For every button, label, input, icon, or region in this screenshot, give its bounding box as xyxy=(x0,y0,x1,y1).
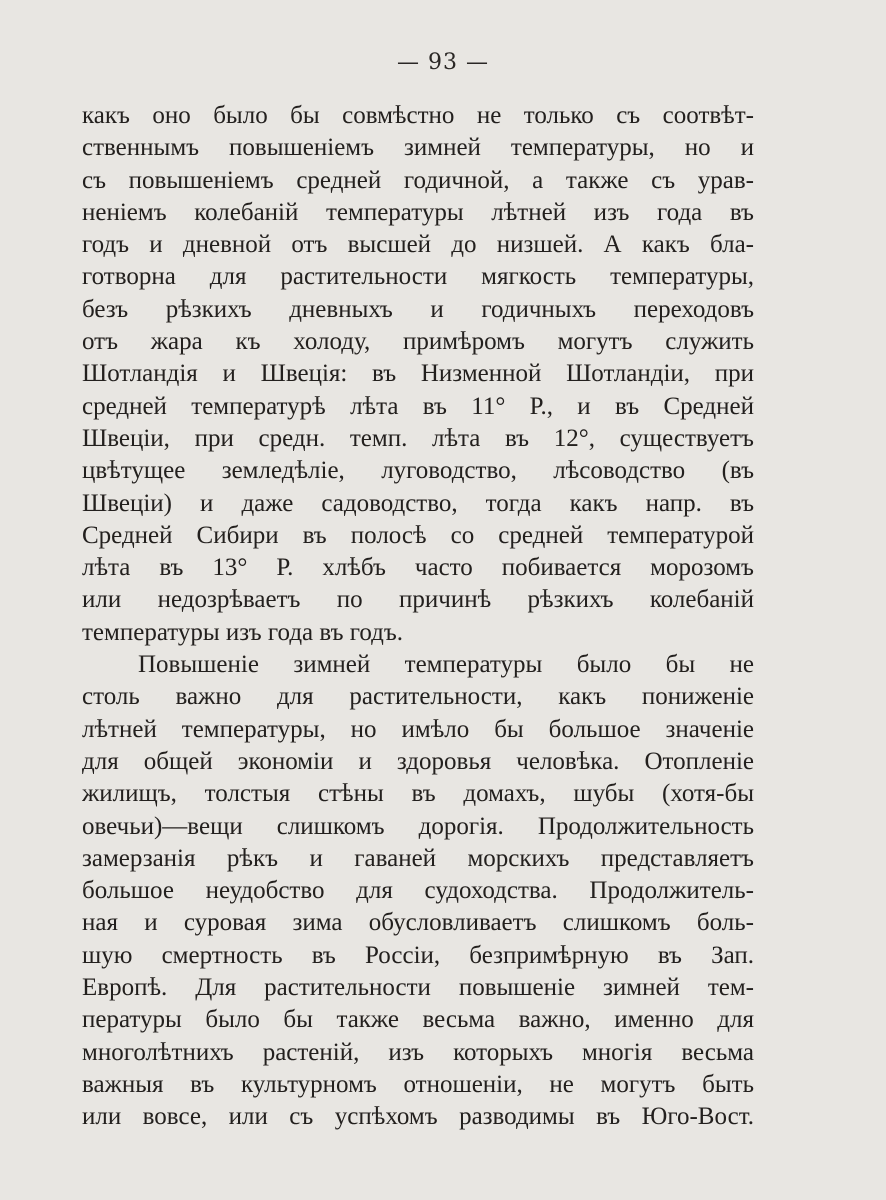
text-line: большое неудобство для судоходства. Продолжитель- xyxy=(82,877,754,905)
text-line: пературы было бы также весьма важно, именно для xyxy=(82,1006,754,1034)
text-line: или вовсе, или съ успѣхомъ разводимы въ Юго-Вост. xyxy=(82,1103,754,1131)
text-line: Швеціи, при средн. темп. лѣта въ 12°, существуетъ xyxy=(82,424,754,452)
text-line: Швеціи) и даже садоводство, тогда какъ напр. въ xyxy=(82,489,754,517)
text-line: многолѣтнихъ растеній, изъ которыхъ многія весьма xyxy=(82,1038,754,1066)
text-line: овечьи)—вещи слишкомъ дорогія. Продолжительность xyxy=(82,812,754,840)
text-line: лѣта въ 13° Р. хлѣбъ часто побивается морозомъ xyxy=(82,554,754,582)
text-line: для общей экономіи и здоровья человѣка. Отопленіе xyxy=(82,747,754,775)
text-line: готворна для растительности мягкость температуры, xyxy=(82,263,754,291)
text-line: важныя въ культурномъ отношеніи, не могутъ быть xyxy=(82,1070,754,1098)
text-line: жилищъ, толстыя стѣны въ домахъ, шубы (хотя-бы xyxy=(82,780,754,808)
text-line: Европѣ. Для растительности повышеніе зимней тем- xyxy=(82,974,754,1002)
paragraph-start-line: Повышеніе зимней температуры было бы не xyxy=(138,651,754,679)
text-line: отъ жара къ холоду, примѣромъ могутъ служить xyxy=(82,328,754,356)
text-line: цвѣтущее земледѣліе, луговодство, лѣсоводство (въ xyxy=(82,457,754,485)
text-line: безъ рѣзкихъ дневныхъ и годичныхъ переходовъ xyxy=(82,295,754,323)
text-line: лѣтней температуры, но имѣло бы большое значеніе xyxy=(82,715,754,743)
page-number: — 93 — xyxy=(397,50,489,75)
text-line: Шотландія и Швеція: въ Низменной Шотландіи, при xyxy=(82,360,754,388)
text-line: неніемъ колебаній температуры лѣтней изъ года въ xyxy=(82,198,754,226)
text-line: столь важно для растительности, какъ пониженіе xyxy=(82,683,754,711)
text-line: шую смертность въ Россіи, безпримѣрную въ Зап. xyxy=(82,941,754,969)
text-line: ная и суровая зима обусловливаетъ слишкомъ боль- xyxy=(82,909,754,937)
text-line: ственнымъ повышеніемъ зимней температуры, но и xyxy=(82,134,754,162)
text-line: замерзанія рѣкъ и гаваней морскихъ представляетъ xyxy=(82,844,754,872)
text-line: годъ и дневной отъ высшей до низшей. А какъ бла- xyxy=(82,231,754,259)
text-line: температуры изъ года въ годъ. xyxy=(82,618,404,646)
text-line: съ повышеніемъ средней годичной, а также съ урав- xyxy=(82,166,754,194)
text-line: Средней Сибири въ полосѣ со средней температурой xyxy=(82,521,754,549)
body-text xyxy=(82,100,754,1134)
text-line: какъ оно было бы совмѣстно не только съ соотвѣт- xyxy=(82,102,754,129)
text-line: или недозрѣваетъ по причинѣ рѣзкихъ колебаній xyxy=(82,586,754,614)
text-line: средней температурѣ лѣта въ 11° Р., и въ Средней xyxy=(82,392,754,420)
